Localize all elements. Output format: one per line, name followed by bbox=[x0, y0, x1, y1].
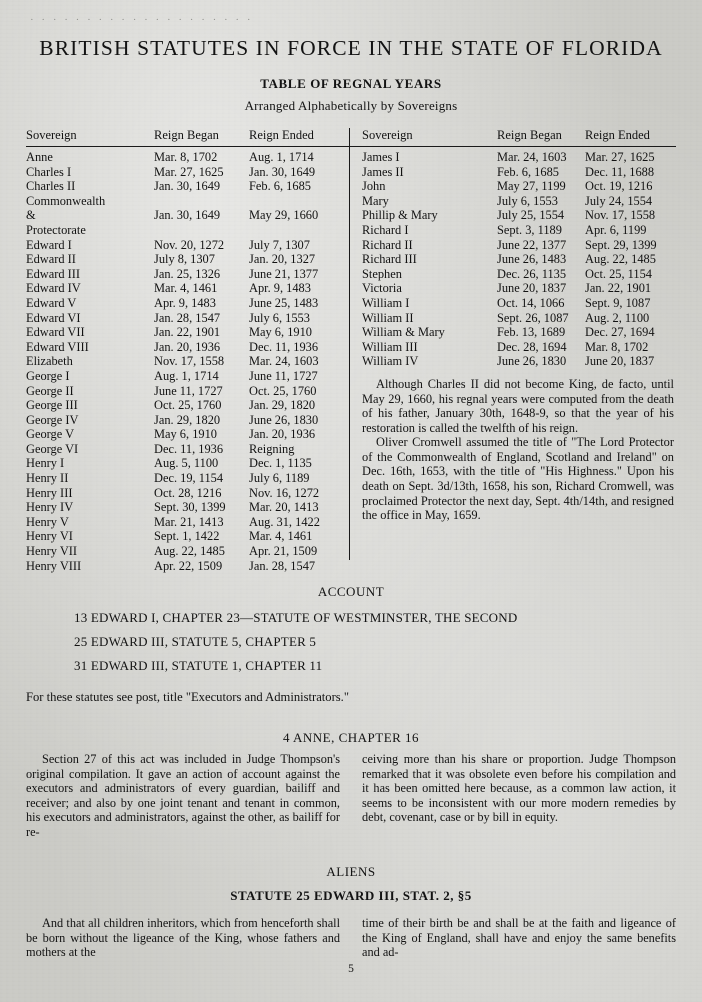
cell-reign-ended: Apr. 9, 1483 bbox=[249, 281, 311, 296]
table-body-left bbox=[26, 150, 352, 573]
table-row bbox=[352, 296, 676, 311]
table-row bbox=[26, 515, 352, 530]
table-row bbox=[26, 398, 352, 413]
column-header-reign-ended: Reign Ended bbox=[249, 128, 314, 142]
cell-reign-began: Jan. 22, 1901 bbox=[154, 325, 221, 340]
anne-body-left bbox=[26, 752, 340, 840]
cell-reign-ended: July 7, 1307 bbox=[249, 237, 310, 252]
cell-reign-ended: Nov. 17, 1558 bbox=[585, 208, 656, 223]
column-header-sovereign: Sovereign bbox=[362, 128, 413, 142]
table-row bbox=[26, 471, 352, 486]
table-row bbox=[26, 208, 352, 223]
cell-reign-began: July 25, 1554 bbox=[497, 208, 565, 223]
table-row bbox=[352, 238, 676, 253]
table-row bbox=[26, 384, 352, 399]
cell-reign-began: Oct. 28, 1216 bbox=[154, 485, 222, 500]
heading-account: ACCOUNT bbox=[317, 584, 385, 599]
cell-sovereign: Charles II bbox=[26, 179, 76, 194]
cell-reign-began: Mar. 27, 1625 bbox=[154, 164, 224, 179]
cell-reign-ended: June 11, 1727 bbox=[249, 368, 318, 383]
cell-reign-ended: July 24, 1554 bbox=[585, 193, 653, 208]
cell-sovereign: William & Mary bbox=[362, 325, 445, 340]
table-row bbox=[26, 559, 352, 574]
table-subtitle: Arranged Alphabetically by Sovereigns bbox=[244, 98, 458, 113]
cell-reign-began: May 27, 1199 bbox=[497, 179, 566, 194]
cell-sovereign: George II bbox=[26, 383, 74, 398]
cell-reign-ended: Aug. 31, 1422 bbox=[249, 514, 320, 529]
cell-reign-began: Oct. 25, 1760 bbox=[154, 398, 222, 413]
anne-body-right bbox=[362, 752, 676, 840]
table-row bbox=[26, 296, 352, 311]
table-row bbox=[352, 179, 676, 194]
cell-reign-began: May 6, 1910 bbox=[154, 427, 217, 442]
table-row bbox=[26, 150, 352, 165]
cell-reign-began: Dec. 19, 1154 bbox=[154, 471, 224, 486]
aliens-body-left bbox=[26, 916, 340, 960]
cell-reign-ended: Feb. 6, 1685 bbox=[249, 179, 311, 194]
cell-reign-ended: Jan. 29, 1820 bbox=[249, 398, 316, 413]
cell-reign-began: Jan. 30, 1649 bbox=[154, 208, 221, 223]
table-row bbox=[26, 267, 352, 282]
column-header-reign-ended: Reign Ended bbox=[585, 128, 650, 142]
cell-sovereign: Henry II bbox=[26, 471, 69, 486]
account-note: For these statutes see post, title "Executors and Administrators." bbox=[26, 690, 349, 704]
cell-reign-ended: Dec. 11, 1688 bbox=[585, 164, 655, 179]
cell-sovereign: George I bbox=[26, 368, 70, 383]
cell-reign-ended: Reigning bbox=[249, 441, 295, 456]
table-row bbox=[26, 354, 352, 369]
cell-sovereign: George VI bbox=[26, 441, 79, 456]
cell-reign-ended: June 20, 1837 bbox=[585, 354, 655, 369]
column-header-reign-began: Reign Began bbox=[497, 128, 562, 142]
cell-sovereign: Phillip & Mary bbox=[362, 208, 438, 223]
subheading-aliens-statute: STATUTE 25 EDWARD III, STAT. 2, §5 bbox=[230, 888, 472, 903]
table-row bbox=[26, 223, 352, 238]
cell-reign-ended: July 6, 1189 bbox=[249, 471, 310, 486]
account-entry-2: 25 EDWARD III, STATUTE 5, CHAPTER 5 bbox=[74, 634, 317, 649]
cell-sovereign: Edward IV bbox=[26, 281, 81, 296]
cell-reign-began: July 8, 1307 bbox=[154, 252, 215, 267]
cell-sovereign: James I bbox=[362, 150, 400, 164]
cell-sovereign: Richard II bbox=[362, 237, 413, 252]
regnal-years-table bbox=[26, 128, 676, 573]
table-row bbox=[352, 354, 676, 369]
heading-anne: 4 ANNE, CHAPTER 16 bbox=[282, 730, 420, 745]
aliens-body-right bbox=[362, 916, 676, 960]
cell-reign-ended: June 25, 1483 bbox=[249, 295, 319, 310]
cell-reign-ended: Mar. 8, 1702 bbox=[585, 339, 649, 354]
cell-reign-began: Jan. 29, 1820 bbox=[154, 412, 221, 427]
cell-reign-ended: Jan. 20, 1327 bbox=[249, 252, 316, 267]
cell-reign-began: Dec. 26, 1135 bbox=[497, 266, 567, 281]
cell-sovereign: John bbox=[362, 179, 386, 194]
cell-reign-began: Oct. 14, 1066 bbox=[497, 295, 565, 310]
cell-reign-ended: Mar. 4, 1461 bbox=[249, 529, 313, 544]
cell-sovereign: Protectorate bbox=[26, 222, 86, 237]
aliens-right-paragraph: time of their birth be and shall be at the faith and ligeance of the King of England, shall have and enjoy the same benefits and ad- bbox=[362, 916, 676, 960]
cell-sovereign: Henry VIII bbox=[26, 558, 82, 573]
cell-reign-began: Nov. 20, 1272 bbox=[154, 237, 225, 252]
table-row bbox=[26, 486, 352, 501]
table-row bbox=[26, 544, 352, 559]
cell-reign-began: Mar. 4, 1461 bbox=[154, 281, 218, 296]
cell-sovereign: Henry IV bbox=[26, 500, 74, 515]
account-entry-1: 13 EDWARD I, CHAPTER 23—STATUTE OF WESTMINSTER, THE SECOND bbox=[74, 610, 518, 625]
cell-reign-ended: Nov. 16, 1272 bbox=[249, 485, 320, 500]
account-entry-3: 31 EDWARD III, STATUTE 1, CHAPTER 11 bbox=[74, 658, 323, 673]
cell-reign-began: Apr. 22, 1509 bbox=[154, 558, 223, 573]
cell-sovereign: George III bbox=[26, 398, 78, 413]
table-row bbox=[26, 529, 352, 544]
cell-sovereign: Henry V bbox=[26, 514, 69, 529]
cell-sovereign: Henry VII bbox=[26, 544, 78, 559]
table-row bbox=[26, 456, 352, 471]
cell-reign-began: June 26, 1483 bbox=[497, 252, 567, 267]
cell-reign-began: Nov. 17, 1558 bbox=[154, 354, 225, 369]
cell-reign-ended: Dec. 1, 1135 bbox=[249, 456, 312, 471]
cell-reign-ended: Jan. 28, 1547 bbox=[249, 558, 316, 573]
cell-sovereign: George IV bbox=[26, 412, 79, 427]
cell-reign-ended: Jan. 22, 1901 bbox=[585, 281, 652, 296]
cell-reign-began: Jan. 28, 1547 bbox=[154, 310, 221, 325]
cell-sovereign: Richard III bbox=[362, 252, 417, 267]
anne-right-paragraph: ceiving more than his share or proportion. Judge Thompson remarked that it was obsolete even before his compilation and it has been omitted here because, as a common law action, it seems to be inconsistent with our more modern remedies by debt, covenant, case or by bill in equity. bbox=[362, 752, 676, 825]
cell-reign-began: Mar. 8, 1702 bbox=[154, 150, 218, 164]
cell-reign-ended: Jan. 20, 1936 bbox=[249, 427, 316, 442]
cell-sovereign: Stephen bbox=[362, 266, 402, 281]
cell-sovereign: Henry I bbox=[26, 456, 65, 471]
cell-reign-ended: July 6, 1553 bbox=[249, 310, 310, 325]
cell-reign-ended: May 6, 1910 bbox=[249, 325, 312, 340]
cell-reign-ended: Jan. 30, 1649 bbox=[249, 164, 316, 179]
cell-reign-ended: Mar. 27, 1625 bbox=[585, 150, 655, 164]
aliens-left-paragraph: And that all children inheritors, which from henceforth shall be born without the ligeance of the King, whose fathers and mothers at the bbox=[26, 916, 340, 960]
anne-body bbox=[26, 752, 676, 840]
table-column-left bbox=[26, 128, 352, 146]
cell-reign-ended: Aug. 22, 1485 bbox=[585, 252, 656, 267]
scan-artifact-top: · · · · · · · · · · · · · · · · · · · · bbox=[30, 14, 254, 26]
cell-reign-ended: May 29, 1660 bbox=[249, 208, 319, 223]
cell-reign-ended: Sept. 9, 1087 bbox=[585, 295, 651, 310]
cell-sovereign: Edward II bbox=[26, 252, 76, 267]
table-row bbox=[26, 179, 352, 194]
cell-reign-began: Dec. 28, 1694 bbox=[497, 339, 567, 354]
table-row bbox=[352, 267, 676, 282]
cell-sovereign: & bbox=[26, 208, 36, 223]
cell-reign-ended: Oct. 25, 1760 bbox=[249, 383, 317, 398]
cell-reign-began: Jan. 25, 1326 bbox=[154, 266, 221, 281]
regnal-note-paragraph: Oliver Cromwell assumed the title of "The Lord Protector of the Commonwealth of England, Scotland and Ireland" on Dec. 16th, 1653, with the title of "His Highness." Upon his death on Sept. 3d/13th, 1658, his son, Richard Cromwell, was proclaimed Protector the next day, Sept. 4th/14th, and resigned the office in May, 1659. bbox=[362, 435, 674, 523]
page-number: 5 bbox=[348, 963, 354, 975]
cell-reign-began: Feb. 6, 1685 bbox=[497, 164, 559, 179]
cell-reign-began: Sept. 26, 1087 bbox=[497, 310, 569, 325]
regnal-note bbox=[352, 377, 676, 523]
cell-sovereign: James II bbox=[362, 164, 404, 179]
cell-reign-ended: Oct. 19, 1216 bbox=[585, 179, 653, 194]
cell-sovereign: Anne bbox=[26, 150, 53, 164]
cell-reign-ended: Dec. 11, 1936 bbox=[249, 339, 319, 354]
cell-reign-began: Aug. 22, 1485 bbox=[154, 544, 225, 559]
cell-reign-ended: Apr. 21, 1509 bbox=[249, 544, 318, 559]
cell-sovereign: Elizabeth bbox=[26, 354, 73, 369]
cell-reign-ended: Oct. 25, 1154 bbox=[585, 266, 652, 281]
aliens-body bbox=[26, 916, 676, 960]
cell-sovereign: Edward VII bbox=[26, 325, 85, 340]
table-row bbox=[352, 194, 676, 209]
table-row bbox=[26, 252, 352, 267]
cell-sovereign: William I bbox=[362, 295, 410, 310]
table-row bbox=[26, 413, 352, 428]
cell-reign-ended: June 21, 1377 bbox=[249, 266, 319, 281]
cell-sovereign: Mary bbox=[362, 193, 389, 208]
cell-reign-began: June 11, 1727 bbox=[154, 383, 223, 398]
table-row bbox=[26, 427, 352, 442]
cell-reign-began: Jan. 30, 1649 bbox=[154, 179, 221, 194]
table-row bbox=[352, 340, 676, 355]
cell-sovereign: Edward III bbox=[26, 266, 81, 281]
cell-reign-began: Apr. 9, 1483 bbox=[154, 295, 216, 310]
table-row bbox=[26, 369, 352, 384]
cell-reign-began: Jan. 20, 1936 bbox=[154, 339, 221, 354]
table-header-row bbox=[352, 128, 676, 146]
table-title: TABLE OF REGNAL YEARS bbox=[260, 76, 442, 91]
table-row bbox=[352, 281, 676, 296]
cell-reign-began: Mar. 21, 1413 bbox=[154, 514, 224, 529]
table-row bbox=[352, 208, 676, 223]
cell-sovereign: Commonwealth bbox=[26, 193, 106, 208]
cell-reign-began: Sept. 30, 1399 bbox=[154, 500, 226, 515]
anne-left-paragraph: Section 27 of this act was included in Judge Thompson's original compilation. It gave an action of account against the executors and administrators of every guardian, bailiff and receiver; and also by one joint tenant and tenant in common, his executors and administrators, against the other, as bailiff for re- bbox=[26, 752, 340, 839]
table-body-right bbox=[352, 150, 676, 573]
cell-reign-began: June 22, 1377 bbox=[497, 237, 567, 252]
cell-reign-began: Dec. 11, 1936 bbox=[154, 441, 224, 456]
cell-sovereign: George V bbox=[26, 427, 75, 442]
cell-reign-began: July 6, 1553 bbox=[497, 193, 558, 208]
cell-sovereign: Victoria bbox=[362, 281, 402, 296]
table-row bbox=[352, 311, 676, 326]
cell-sovereign: Richard I bbox=[362, 222, 409, 237]
cell-reign-began: Sept. 3, 1189 bbox=[497, 222, 562, 237]
table-row bbox=[352, 165, 676, 180]
cell-reign-ended: Dec. 27, 1694 bbox=[585, 325, 655, 340]
cell-reign-ended: Mar. 20, 1413 bbox=[249, 500, 319, 515]
heading-aliens: ALIENS bbox=[326, 864, 376, 879]
cell-sovereign: Edward V bbox=[26, 295, 77, 310]
table-row bbox=[352, 325, 676, 340]
column-header-sovereign: Sovereign bbox=[26, 128, 77, 142]
cell-reign-began: Aug. 5, 1100 bbox=[154, 456, 219, 471]
cell-reign-began: Mar. 24, 1603 bbox=[497, 150, 567, 164]
cell-sovereign: Henry III bbox=[26, 485, 73, 500]
cell-reign-ended: Sept. 29, 1399 bbox=[585, 237, 657, 252]
column-header-reign-began: Reign Began bbox=[154, 128, 219, 142]
cell-reign-began: Feb. 13, 1689 bbox=[497, 325, 566, 340]
cell-reign-began: June 26, 1830 bbox=[497, 354, 567, 369]
table-row bbox=[26, 194, 352, 209]
cell-reign-ended: Aug. 2, 1100 bbox=[585, 310, 650, 325]
table-header-row bbox=[26, 128, 352, 146]
table-row bbox=[352, 150, 676, 165]
cell-sovereign: William II bbox=[362, 310, 414, 325]
cell-reign-ended: Apr. 6, 1199 bbox=[585, 222, 647, 237]
cell-sovereign: Edward VI bbox=[26, 310, 81, 325]
table-row bbox=[26, 340, 352, 355]
table-row bbox=[352, 223, 676, 238]
table-row bbox=[26, 238, 352, 253]
table-row bbox=[26, 311, 352, 326]
cell-reign-began: June 20, 1837 bbox=[497, 281, 567, 296]
page-title: BRITISH STATUTES IN FORCE IN THE STATE OF FLORIDA bbox=[39, 36, 663, 60]
cell-sovereign: Edward I bbox=[26, 237, 72, 252]
cell-sovereign: Edward VIII bbox=[26, 339, 89, 354]
table-vertical-divider bbox=[349, 128, 350, 560]
cell-sovereign: Charles I bbox=[26, 164, 72, 179]
regnal-note-paragraph: Although Charles II did not become King, de facto, until May 29, 1660, his regnal years were computed from the death of his father, January 30th, 1648-9, so that the year of his restoration is called the twelfth of his reign. bbox=[362, 376, 674, 435]
cell-reign-ended: June 26, 1830 bbox=[249, 412, 319, 427]
table-rule bbox=[26, 146, 676, 147]
cell-sovereign: Henry VI bbox=[26, 529, 73, 544]
table-row bbox=[26, 500, 352, 515]
table-row bbox=[352, 252, 676, 267]
cell-reign-ended: Aug. 1, 1714 bbox=[249, 150, 314, 164]
cell-reign-began: Sept. 1, 1422 bbox=[154, 529, 220, 544]
table-row bbox=[26, 165, 352, 180]
table-column-right bbox=[352, 128, 676, 146]
cell-reign-began: Aug. 1, 1714 bbox=[154, 368, 219, 383]
cell-sovereign: William IV bbox=[362, 354, 419, 369]
table-row bbox=[26, 281, 352, 296]
table-row bbox=[26, 325, 352, 340]
cell-sovereign: William III bbox=[362, 339, 418, 354]
cell-reign-ended: Mar. 24, 1603 bbox=[249, 354, 319, 369]
table-row bbox=[26, 442, 352, 457]
